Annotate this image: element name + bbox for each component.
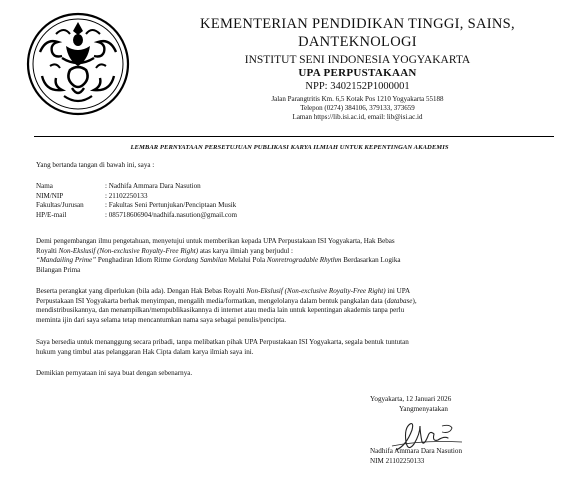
paragraph-line	[36, 287, 556, 297]
ministry-name-line2: DANTEKNOLOGI	[298, 34, 417, 50]
identity-value: : Fakultas Seni Pertunjukan/Penciptaan Musik	[105, 201, 237, 210]
rights-paragraph	[36, 287, 556, 325]
identity-row-contact	[36, 211, 556, 221]
identity-label: HP/E-mail	[36, 210, 67, 219]
declarant-role: Yangmenyatakan	[399, 404, 448, 413]
closing-statement: Demikian pernyataan ini saya buat dengan sebenarnya.	[36, 369, 193, 377]
paragraph-line: Saya bersedia untuk menanggung secara pribadi, tanpa melibatkan pihak UPA Perpustakaan ISI Yogyakarta, segala bentuk tuntutan	[36, 338, 409, 346]
website-email-line: Laman https://lib.isi.ac.id, email: lib@isi.ac.id	[292, 113, 423, 121]
text-run: Berdasarkan Logika	[341, 256, 401, 265]
signer-nim: NIM 21102250133	[370, 456, 425, 465]
header-divider	[34, 136, 554, 137]
identity-row-nim	[36, 192, 556, 202]
phone-line: Telepon (0274) 384106, 379133, 373659	[300, 104, 415, 112]
document-title: LEMBAR PERNYATAAN PERSETUJUAN PUBLIKASI KARYA ILMIAH UNTUK KEPENTINGAN AKADEMIS	[130, 144, 449, 151]
liability-paragraph	[36, 338, 556, 357]
identity-value: : Nadhifa Ammara Dara Nasution	[105, 182, 201, 190]
text-run: atas karya ilmiah yang berjudul :	[198, 246, 294, 255]
text-run: Melalui Pola	[226, 256, 267, 265]
place-date: Yogyakarta, 12 Januari 2026	[370, 395, 452, 403]
identity-label: NIM/NIP	[36, 191, 64, 200]
text-run-italic: “Mandailing Prime”	[36, 256, 97, 265]
identity-label: Nama	[36, 182, 53, 190]
paragraph-line: Demi pengembangan ilmu pengetahuan, menyetujui untuk memberikan kepada UPA Perpustakaan ISI Yogyakarta, Hak Bebas	[36, 237, 395, 245]
paragraph-line: hukum yang timbul atas pelanggaran Hak Cipta dalam karya ilmiah saya ini.	[36, 347, 254, 356]
work-title-line	[36, 256, 556, 266]
identity-row-name	[36, 182, 556, 192]
npp-number: NPP: 3402152P1000001	[305, 81, 410, 92]
identity-row-faculty	[36, 201, 556, 211]
paragraph-line: Bilangan Prima	[36, 265, 81, 274]
text-run: ),	[412, 296, 417, 305]
identity-label: Fakultas/Jurusan	[36, 201, 84, 210]
address-line: Jalan Parangtritis Km. 6,5 Kotak Pos 1210 Yogyakarta 55188	[271, 95, 444, 103]
paragraph-line: meminta ijin dari saya selama tetap mencantumkan nama saya sebagai penulis/pencipta.	[36, 315, 286, 324]
text-run: Perpustakaan ISI Yogyakarta berhak menyimpan, mengalih media/formatkan, mengelolanya dalam bentuk pangkalan data (	[36, 296, 387, 305]
text-run-italic: Gordang Sambilan	[172, 256, 227, 265]
identity-value: : 21102250133	[105, 191, 148, 200]
handwritten-signature-icon	[390, 416, 470, 456]
consent-paragraph	[36, 237, 556, 275]
paragraph-line	[36, 297, 556, 307]
text-run-italic: database	[386, 296, 413, 305]
institute-logo-icon	[26, 12, 130, 116]
text-run-italic: Non-Ekslusif (Non-exclusive Royalty-Free Right)	[58, 246, 199, 255]
unit-name: UPA PERPUSTAKAAN	[298, 67, 417, 79]
signer-name: Nadhifa Ammara Dara Nasution	[370, 447, 462, 456]
intro-text: Yang bertanda tangan di bawah ini, saya :	[36, 161, 155, 169]
identity-value: : 085718606904/nadhifa.nasution@gmail.com	[105, 210, 238, 219]
ministry-name-line1: KEMENTERIAN PENDIDIKAN TINGGI, SAINS,	[200, 16, 515, 32]
text-run: Beserta perangkat yang diperlukan (bila ada). Dengan Hak Bebas Royalti	[36, 287, 247, 295]
text-run: Penghadiran Idiom Ritme	[96, 256, 173, 265]
institute-name: INSTITUT SENI INDONESIA YOGYAKARTA	[244, 54, 471, 66]
text-run-italic: Nonretrogradable Rhythm	[266, 256, 342, 265]
text-run: ini UPA	[385, 287, 411, 295]
paragraph-line: mendistribusikannya, dan menampilkan/mempublikasikannya di internet atau media lain untuk kepentingan akademis tanpa perlu	[36, 306, 405, 315]
text-run: Royalti	[36, 246, 59, 255]
paragraph-line	[36, 247, 556, 257]
text-run-italic: Non-Ekslusif (Non-exclusive Royalty-Free Right)	[246, 287, 386, 295]
identity-block	[36, 182, 556, 220]
